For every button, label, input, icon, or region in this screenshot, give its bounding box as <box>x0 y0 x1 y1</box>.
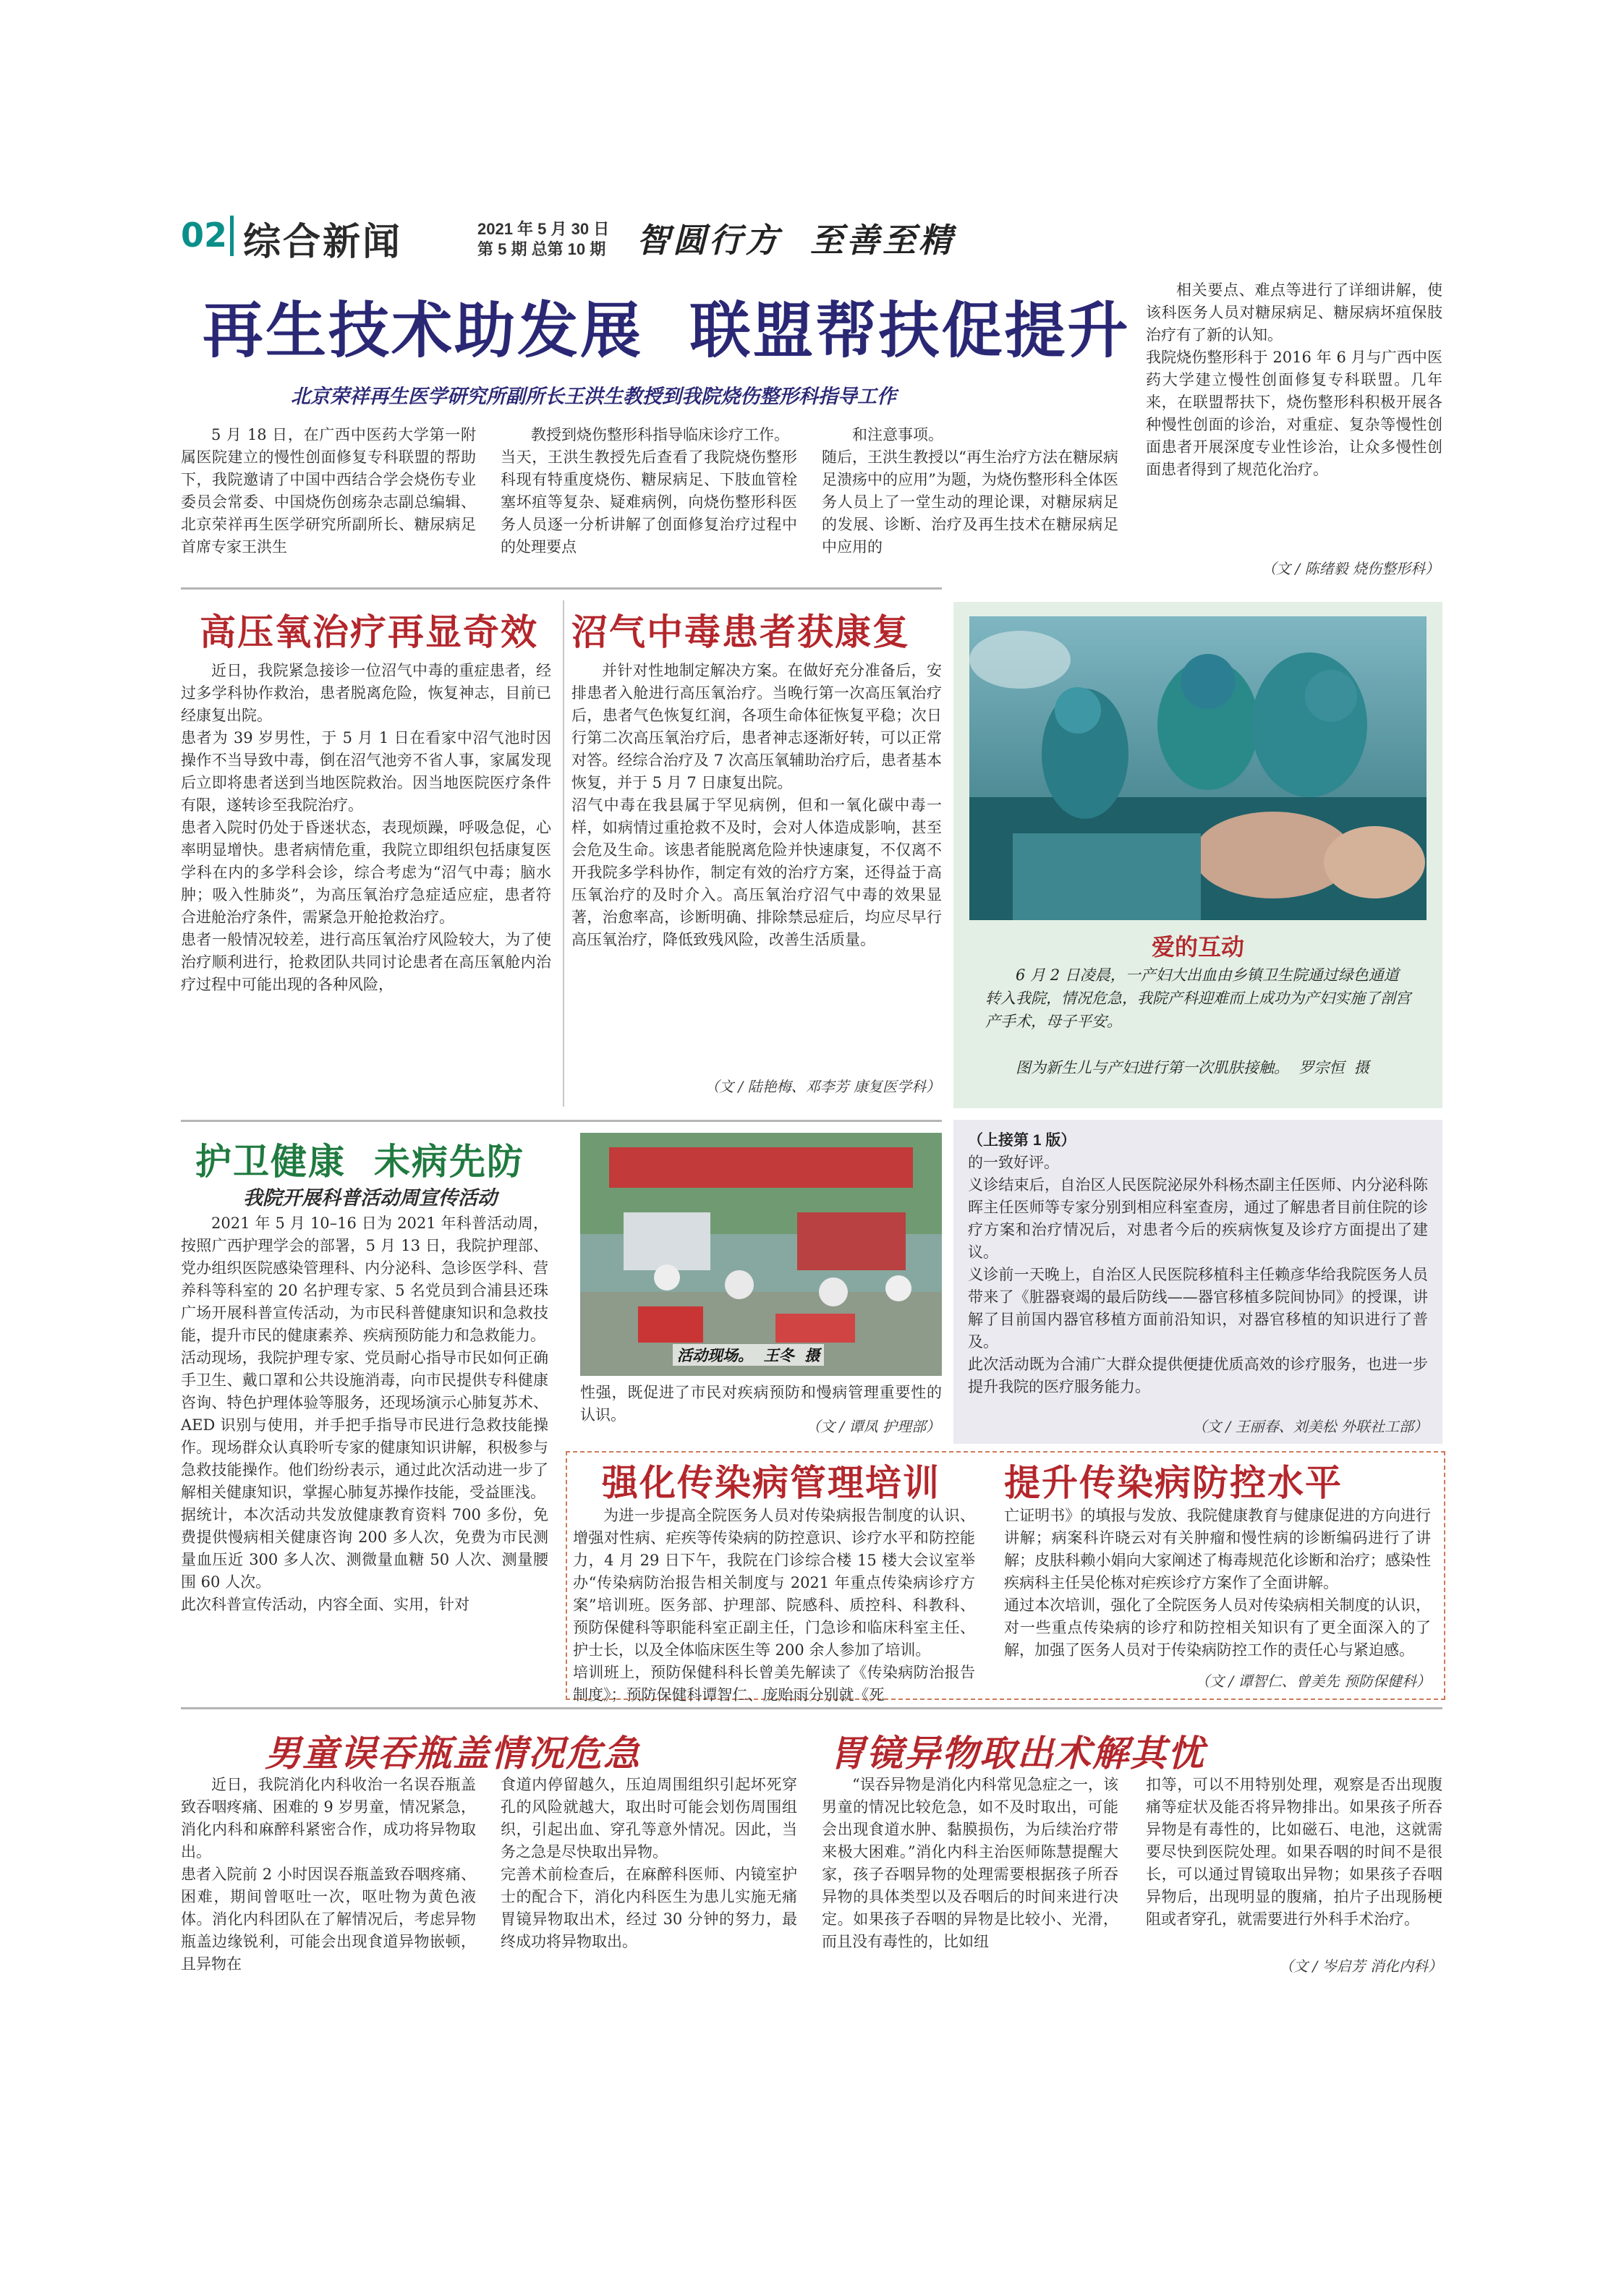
activity-photo <box>580 1133 942 1376</box>
surgery-photo <box>969 616 1427 920</box>
oxygen-col-divider <box>563 600 564 1107</box>
activity-photo-caption: 活动现场。 王冬 摄 <box>673 1344 824 1366</box>
health-subtitle: 我院开展科普活动周宣传活动 <box>243 1187 497 1209</box>
divider-lead <box>181 587 942 590</box>
photo-box-title: 爱的互动 <box>1151 933 1244 961</box>
health-col-2: 性强，既促进了市民对疾病预防和慢病管理重要性的认识。 <box>580 1384 942 1424</box>
oxygen-col-1: 近日，我院紧急接诊一位沼气中毒的重症患者，经过多学科协作救治，患者脱离危险，恢复神志，目前已经康复出院。 患者为 39 岁男性，于 5 月 1 日在看家中沼气池时因操作不当导致中毒，倒在沼气池旁不省人事，家属发现后立即将患者送到当地医院救治。因当地医院医疗条件有限，遂转诊至我院治疗。 患者入院时仍处于昏迷状态，表现烦躁，呼吸急促，心率明显增快。患者病情危重，我院立即组织包括康复医学科在内的多学科会诊，综合考虑为“沼气中毒；脑水肿；吸入性肺炎”，为高压氧治疗急症适应症，患者符合进舱治疗条件，需紧急开舱抢救治疗。 患者一般情况较差，进行高压氧治疗风险较大，为了使治疗顺利进行，抢救团队共同讨论患者在高压氧舱内治疗过程中可能出现的各种风险， <box>181 662 551 993</box>
lead-col-2: 教授到烧伤整形科指导临床诊疗工作。 当天，王洪生教授先后查看了我院烧伤整形科现有特重度烧伤、糖尿病足、下肢血管栓塞坏疽等复杂、疑难病例，向烧伤整形科医务人员逐一分析讲解了创面修复治疗过程中的处理要点 <box>501 426 797 556</box>
header-divider <box>230 216 234 256</box>
lead-headline: 再生技术助发展 联盟帮扶促提升 <box>203 294 1131 366</box>
boy-col-4: 扣等，可以不用特别处理，观察是否出现腹痛等症状及能否将异物排出。如果孩子所吞异物是有毒性的，比如磁石、电池，这就需要尽快到医院处理。如果吞咽的时间不是很长，可以通过胃镜取出异物；如果孩子吞咽异物后，出现明显的腹痛，拍片子出现肠梗阻或者穿孔，就需要进行外科手术治疗。 <box>1146 1776 1442 1928</box>
infect-signature: （文 / 谭智仁、曾美先 预防保健科） <box>1195 1672 1431 1690</box>
photo-box-credit: 图为新生儿与产妇进行第一次肌肤接触。 罗宗恒 摄 <box>1016 1059 1369 1076</box>
divider-bottom <box>181 1707 1442 1709</box>
health-headline: 护卫健康 未病先防 <box>195 1141 524 1183</box>
lead-col-3: 和注意事项。 随后，王洪生教授以“再生治疗方法在糖尿病足溃疡中的应用”为题，为烧伤整形科全体医务人员上了一堂生动的理论课，对糖尿病足的发展、诊断、治疗及再生技术在糖尿病足中应用的 <box>822 426 1118 556</box>
oxygen-signature: （文 / 陆艳梅、邓李芳 康复医学科） <box>705 1078 940 1095</box>
photo-box-love <box>953 602 1442 1108</box>
section-title: 综合新闻 <box>243 220 403 264</box>
boy-col-3: “误吞异物是消化内科常见急症之一，该男童的情况比较危急，如不及时取出，可能会出现食道水肿、黏膜损伤，为后续治疗带来极大困难。”消化内科主治医师陈慧提醒大家，孩子吞咽异物的处理需要根据孩子所吞异物的具体类型以及吞咽后的时间来进行决定。如果孩子吞咽的异物是比较小、光滑，而且没有毒性的，比如纽 <box>822 1776 1118 1950</box>
infect-col-1: 为进一步提高全院医务人员对传染病报告制度的认识、增强对性病、疟疾等传染病的防控意识、诊疗水平和防控能力，4 月 29 日下午，我院在门诊综合楼 15 楼大会议室举办“传染病防治报告相关制度与 2021 年重点传染病诊疗方案”培训班。医务部、护理部、院感科、质控科、科教科、预防保健科等职能科室正副主任，门急诊和临床科室主任、护士长，以及全体临床医生等 200 余人参加了培训。 培训班上，预防保健科科长曾美先解读了《传染病防治报告制度》；预防保健科谭智仁、庞贻雨分别就《死 <box>573 1507 975 1704</box>
health-col-1: 2021 年 5 月 10–16 日为 2021 年科普活动周，按照广西护理学会的部署，5 月 13 日，我院护理部、党办组织医院感染管理科、内分泌科、急诊医学科、营养科等科室的 20 名护理专家、5 名党员到合浦县还珠广场开展科普宣传活动，为市民科普健康知识和急救技能，提升市民的健康素养、疾病预防能力和急救能力。 活动现场，我院护理专家、党员耐心指导市民如何正确手卫生、戴口罩和公共设施消毒，向市民提供专科健康咨询、特色护理体验等服务，还现场演示心肺复苏术、AED 识别与使用，并手把手指导市民进行急救技能操作。现场群众认真聆听专家的健康知识讲解，积极参与急救技能操作。他们纷纷表示，通过此次活动进一步了解相关健康知识，掌握心肺复苏操作技能，受益匪浅。 据统计，本次活动共发放健康教育资料 700 多份，免费提供慢病相关健康咨询 200 多人次，免费为市民测量血压近 300 多人次、测微量血糖 50 人次、测量腰围 60 人次。 此次科普宣传活动，内容全面、实用，针对 <box>181 1215 548 1613</box>
photo-box-caption: 6 月 2 日凌晨，一产妇大出血由乡镇卫生院通过绿色通道转入我院，情况危急，我院产科迎难而上成功为产妇实施了剖宫产手术，母子平安。 <box>985 966 1411 1030</box>
issue-number: 第 5 期 总第 10 期 <box>477 240 606 258</box>
oxygen-col-2: 并针对性地制定解决方案。在做好充分准备后，安排患者入舱进行高压氧治疗。当晚行第一次高压氧治疗后，患者气色恢复红润，各项生命体征恢复平稳；次日行第二次高压氧治疗后，患者神志逐渐好转，可以正常对答。经综合治疗及 7 次高压氧辅助治疗后，患者基本恢复，并于 5 月 7 日康复出院。 沼气中毒在我县属于罕见病例，但和一氧化碳中毒一样，如病情过重抢救不及时，会对人体造成影响，甚至会危及生命。该患者能脱离危险并快速康复，不仅离不开我院多学科协作，制定有效的治疗方案，还得益于高压氧治疗的及时介入。高压氧治疗沼气中毒的效果显著，治愈率高，诊断明确、排除禁忌症后，均应尽早行高压氧治疗，降低致残风险，改善生活质量。 <box>571 662 942 948</box>
lead-subtitle: 北京荣祥再生医学研究所副所长王洪生教授到我院烧伤整形科指导工作 <box>291 386 896 408</box>
infect-headline-right: 提升传染病防控水平 <box>1004 1462 1343 1504</box>
motto: 智圆行方 至善至精 <box>637 221 956 260</box>
infect-col-2: 亡证明书》的填报与发放、我院健康教育与健康促进的方向进行讲解；病案科许晓云对有关肿瘤和慢性病的诊断编码进行了讲解；皮肤科赖小娟向大家阐述了梅毒规范化诊断和治疗；感染性疾病科主任吴伦栋对疟疾诊疗方案作了全面讲解。 通过本次培训，强化了全院医务人员对传染病相关制度的认识，对一些重点传染病的诊疗和防控相关知识有了更全面深入的了解，加强了医务人员对于传染病防控工作的责任心与紧迫感。 <box>1004 1507 1431 1659</box>
continued-box <box>953 1120 1442 1444</box>
lead-col-4: 相关要点、难点等进行了详细讲解，使该科医务人员对糖尿病足、糖尿病坏疽保肢治疗有了新的认知。 我院烧伤整形科于 2016 年 6 月与广西中医药大学建立慢性创面修复专科联盟。几年来，在联盟帮扶下，烧伤整形科积极开展各种慢性创面的诊治，对重症、复杂等慢性创面患者开展深度专业性诊治，让众多慢性创面患者得到了规范化治疗。 <box>1146 281 1442 478</box>
boy-headline-left: 男童误吞瓶盖情况危急 <box>265 1732 641 1774</box>
continued-from-label: （上接第 1 版） <box>968 1132 1076 1149</box>
lead-col-1: 5 月 18 日，在广西中医药大学第一附属医院建立的慢性创面修复专科联盟的帮助下，我院邀请了中国中西结合学会烧伤专业委员会常委、中国烧伤创疡杂志副总编辑、北京荣祥再生医学研究所副所长、糖尿病足首席专家王洪生 <box>181 426 476 556</box>
boy-col-2: 食道内停留越久，压迫周围组织引起坏死穿孔的风险就越大，取出时可能会划伤周围组织，引起出血、穿孔等意外情况。因此，当务之急是尽快取出异物。 完善术前检查后，在麻醉科医师、内镜室护士的配合下，消化内科医生为患儿实施无痛胃镜异物取出术，经过 30 分钟的努力，最终成功将异物取出。 <box>501 1776 797 1950</box>
page-number: 02 <box>181 216 228 255</box>
health-signature: （文 / 谭凤 护理部） <box>806 1418 940 1435</box>
oxygen-headline-left: 高压氧治疗再显奇效 <box>200 611 538 653</box>
boy-col-1: 近日，我院消化内科收治一名误吞瓶盖致吞咽疼痛、困难的 9 岁男童，情况紧急，消化内科和麻醉科紧密合作，成功将异物取出。 患者入院前 2 小时因误吞瓶盖致吞咽疼痛、困难，期间曾呕吐一次，呕吐物为黄色液体。消化内科团队在了解情况后，考虑异物瓶盖边缘锐利，可能会出现食道异物嵌顿，且异物在 <box>181 1776 476 1973</box>
continued-signature: （文 / 王丽春、刘美松 外联社工部） <box>1192 1418 1428 1435</box>
continued-text: 的一致好评。 义诊结束后，自治区人民医院泌尿外科杨杰副主任医师、内分泌科陈晖主任医师等专家分别到相应科室查房，通过了解患者目前住院的诊疗方案和治疗情况后，对患者今后的疾病恢复及诊疗方面提出了建议。 义诊前一天晚上，自治区人民医院移植科主任赖彦华给我院医务人员带来了《脏器衰竭的最后防线——器官移植多院间协同》的授课，讲解了目前国内器官移植方面前沿知识，对器官移植的知识进行了普及。 此次活动既为合浦广大群众提供便捷优质高效的诊疗服务，也进一步提升我院的医疗服务能力。 <box>968 1154 1428 1395</box>
issue-date: 2021 年 5 月 30 日 <box>477 220 610 238</box>
divider-mid <box>181 1120 942 1122</box>
boy-signature: （文 / 岑启芳 消化内科） <box>1279 1957 1442 1975</box>
infect-headline-left: 强化传染病管理培训 <box>602 1462 940 1504</box>
lead-signature: （文 / 陈绪毅 烧伤整形科） <box>1262 560 1440 577</box>
oxygen-headline-right: 沼气中毒患者获康复 <box>571 611 910 653</box>
boy-headline-right: 胃镜异物取出术解其忧 <box>829 1732 1205 1774</box>
